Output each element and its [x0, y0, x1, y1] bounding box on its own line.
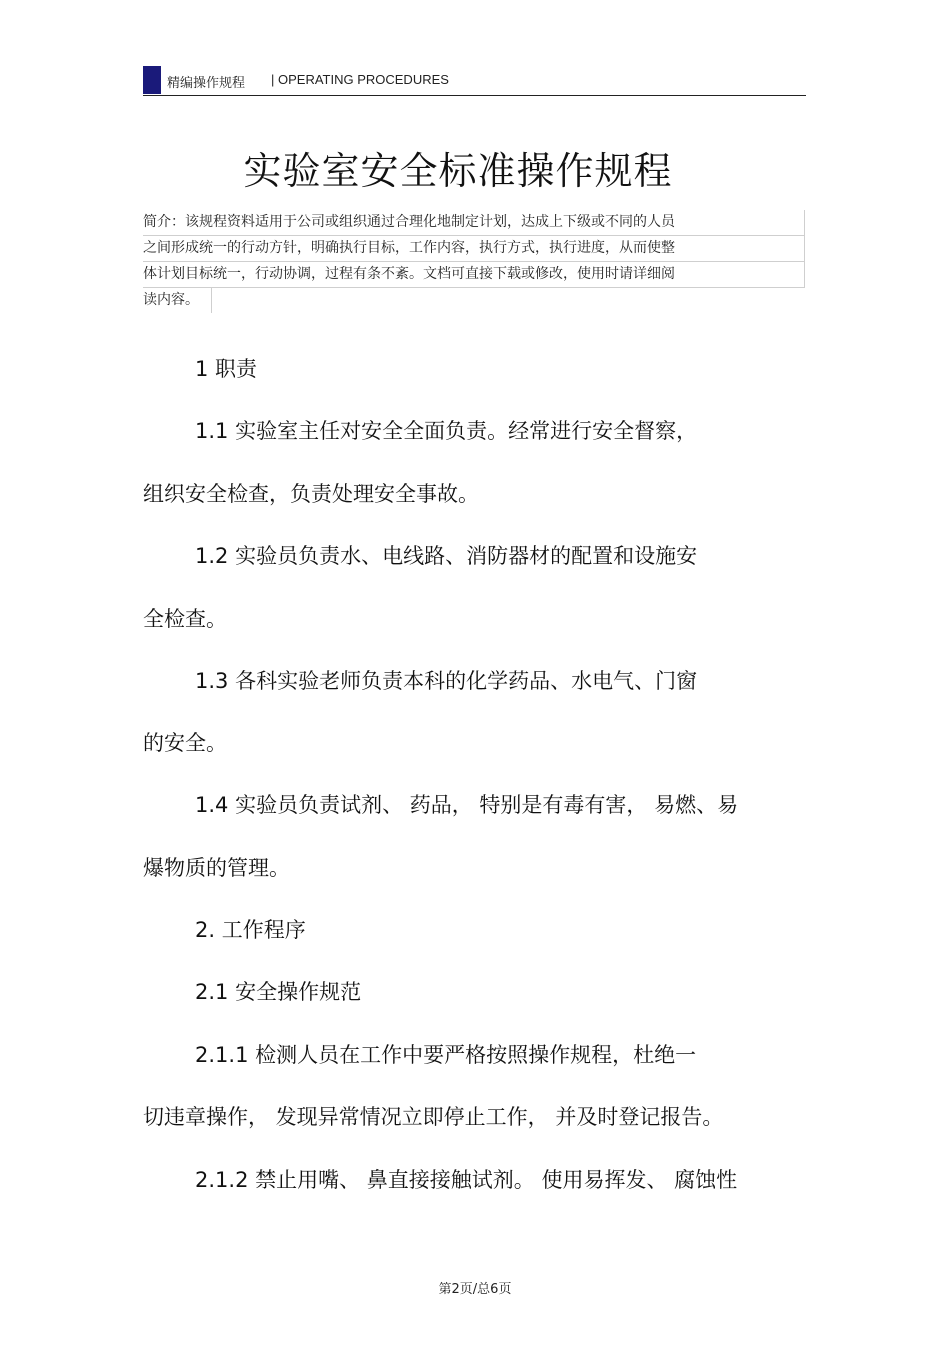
body-paragraph: 切违章操作， 发现异常情况立即停止工作， 并及时登记报告。 [143, 1105, 724, 1129]
logo-icon [143, 66, 161, 94]
page-number: 第2页/总6页 [438, 1282, 512, 1297]
page-header [143, 66, 806, 96]
body-paragraph: 组织安全检查，负责处理安全事故。 [143, 482, 479, 506]
body-paragraph: 爆物质的管理。 [143, 856, 290, 880]
body-paragraph: 1.4 实验员负责试剂、 药品， 特别是有毒有害， 易燃、易 [195, 793, 739, 817]
header-subtitle: | OPERATING PROCEDURES [271, 72, 449, 87]
section-heading: 2. 工作程序 [195, 918, 306, 942]
body-paragraph: 的安全。 [143, 731, 227, 755]
intro-line: 读内容。 [143, 288, 212, 313]
body-paragraph: 2.1.1 检测人员在工作中要严格按照操作规程，杜绝一 [195, 1043, 697, 1067]
body-paragraph: 1.1 实验室主任对安全全面负责。经常进行安全督察， [195, 419, 698, 443]
body-paragraph: 全检查。 [143, 607, 227, 631]
intro-line: 简介：该规程资料适用于公司或组织通过合理化地制定计划，达成上下级或不同的人员 [143, 210, 805, 236]
body-paragraph: 2.1.2 禁止用嘴、 鼻直接接触试剂。 使用易挥发、 腐蚀性 [195, 1168, 738, 1192]
body-paragraph: 1.3 各科实验老师负责本科的化学药品、水电气、门窗 [195, 669, 698, 693]
header-brand: 精编操作规程 [167, 76, 246, 91]
document-title: 实验室安全标准操作规程 [243, 149, 673, 193]
intro-box [143, 210, 805, 313]
section-heading: 1 职责 [195, 357, 258, 381]
intro-line: 体计划目标统一，行动协调，过程有条不紊。文档可直接下载或修改，使用时请详细阅 [143, 262, 805, 288]
intro-line: 之间形成统一的行动方针，明确执行目标，工作内容，执行方式，执行进度，从而使整 [143, 236, 805, 262]
body-paragraph: 1.2 实验员负责水、电线路、消防器材的配置和设施安 [195, 544, 698, 568]
subsection-heading: 2.1 安全操作规范 [195, 980, 362, 1004]
